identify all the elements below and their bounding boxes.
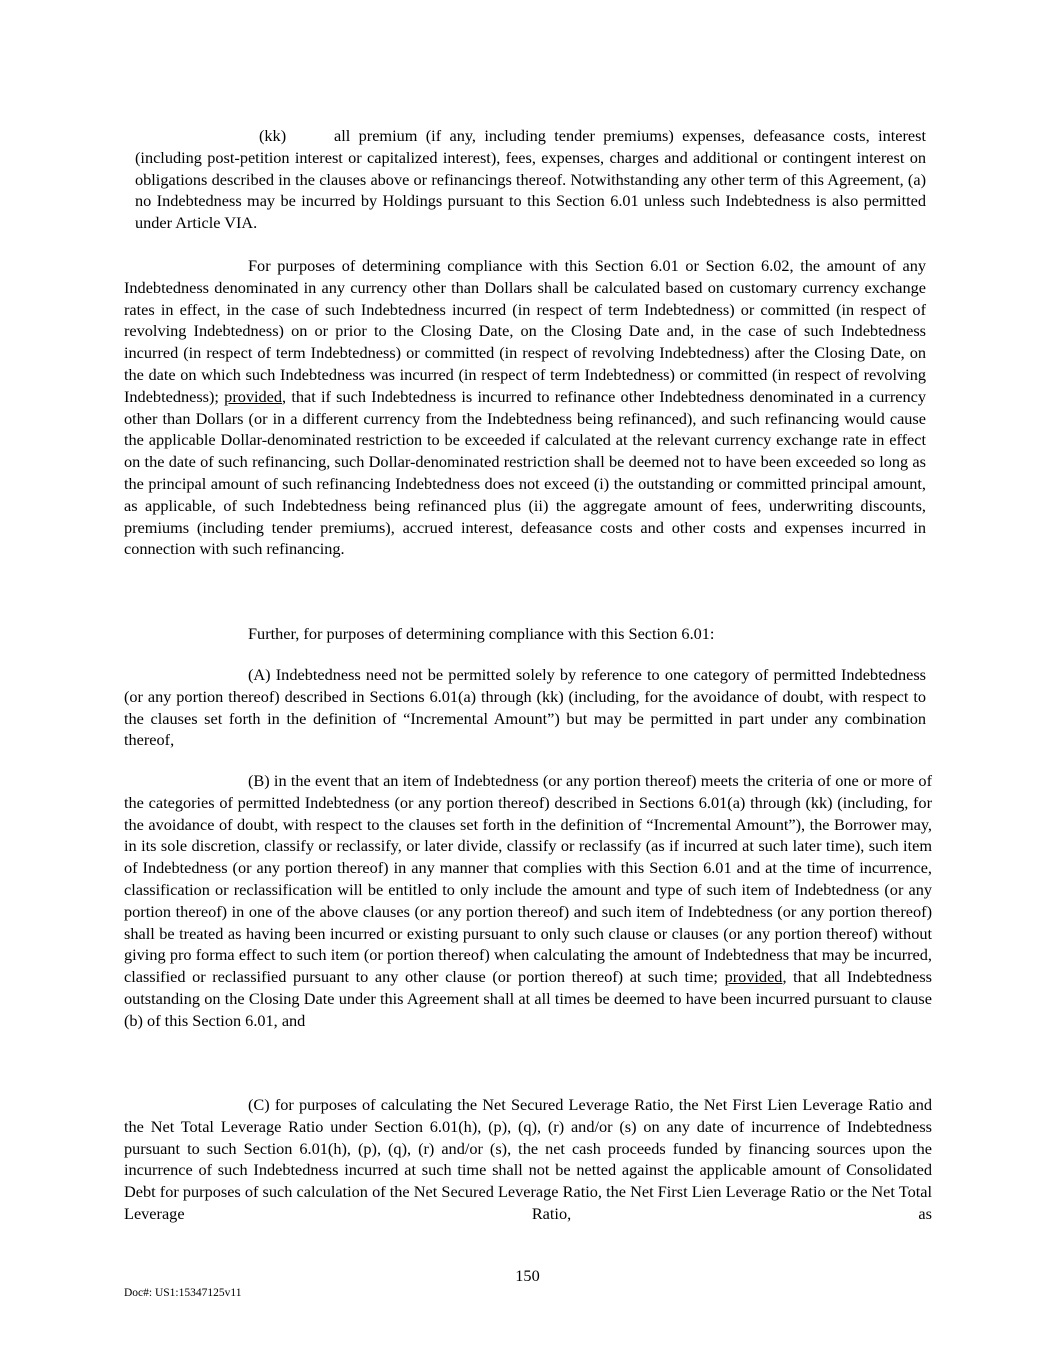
paragraph-currency-text-2: , that if such Indebtedness is incurred to refinance other Indebtedness denominated in a currency other than Dollars (or in a different currency from the Indebtedness being refinanced), and such refinancing would cause the applicable Dollar-denominated restriction to be exceeded if calculated at the relevant currency exchange rate in effect on the date of such refinancing, such Dollar-denominated restriction shall be deemed not to have been exceeded so long as the principal amount of such refinancing Indebtedness does not exceed (i) the outstanding or committed principal amount, as applicable, of such Indebtedness being refinanced plus (ii) the aggregate amount of fees, underwriting discounts, premiums (including tender premiums), accrued interest, defeasance costs and other costs and expenses incurred in connection with such refinancing.: [124, 386, 927, 559]
provided-term: provided: [224, 386, 283, 406]
paragraph-a-text: (A) Indebtedness need not be permitted solely by reference to one category of permitted Indebtedness (or any portion thereof) described in Sections 6.01(a) through (kk) (including, for the avoidance of doubt, with respect to the clauses set forth in the definition of “Incremental Amount”) but may be permitted in part under any combination thereof,: [124, 665, 926, 750]
paragraph-c: [124, 1094, 932, 1247]
paragraph-kk-text: all premium (if any, including tender premiums) expenses, defeasance costs, interest (including post-petition interest or capitalized interest), fees, expenses, charges and additional or contingent interest on obligations described in the clauses above or refinancings thereof. Notwithstanding any other term of this Agreement, (a) no Indebtedness may be incurred by Holdings pursuant to this Section 6.01 unless such Indebtedness is also permitted under Article VIA.: [135, 126, 926, 233]
paragraph-b: [124, 770, 932, 1032]
paragraph-kk: [135, 125, 926, 234]
paragraph-currency: [124, 255, 926, 560]
paragraph-a: [124, 664, 926, 751]
paragraph-b-text-2: , that all Indebtedness outstanding on the Closing Date under this Agreement shall at all times be deemed to have been incurred pursuant to clause (b) of this Section 6.01, and: [124, 967, 932, 1030]
paragraph-currency-text-1: For purposes of determining compliance with this Section 6.01 or Section 6.02, the amount of any Indebtedness denominated in any currency other than Dollars shall be calculated based on customary currency exchange rates in effect, in the case of such Indebtedness incurred (in respect of term Indebtedness) or committed (in respect of revolving Indebtedness) on or prior to the Closing Date, on the Closing Date and, in the case of such Indebtedness incurred (in respect of term Indebtedness) or committed (in respect of revolving Indebtedness) after the Closing Date, on the date on which such Indebtedness was incurred (in respect of term Indebtedness) or committed (in respect of revolving Indebtedness);: [124, 256, 926, 406]
page-number: 150: [515, 1266, 540, 1285]
paragraph-further: [124, 623, 926, 645]
clause-label-kk: (kk): [259, 126, 287, 145]
paragraph-c-text: (C) for purposes of calculating the Net Secured Leverage Ratio, the Net First Lien Leverage Ratio and the Net Total Leverage Ratio under Section 6.01(h), (p), (q), (r) and/or (s) on any date of incurrence of Indebtedness pursuant to such Section 6.01(h), (p), (q), (r) and/or (s), the net cash proceeds funded by financing sources upon the incurrence of such Indebtedness incurred at such time shall not be netted against the applicable amount of Consolidated Debt for purposes of such calculation of the Net Secured Leverage Ratio, the Net First Lien Leverage Ratio or the Net Total Leverage Ratio, as: [124, 1095, 932, 1223]
provided-term: provided: [724, 967, 783, 987]
document-id: Doc#: US1:15347125v11: [124, 1287, 242, 1299]
paragraph-further-text: Further, for purposes of determining compliance with this Section 6.01:: [248, 624, 715, 643]
paragraph-b-text-1: (B) in the event that an item of Indebtedness (or any portion thereof) meets the criteria of one or more of the categories of permitted Indebtedness (or any portion thereof) described in Sections 6.01(a) through (kk) (including, for the avoidance of doubt, with respect to the clauses set forth in the definition of “Incremental Amount”), the Borrower may, in its sole discretion, classify or reclassify, or later divide, classify or reclassify (as if incurred at such later time), such item of Indebtedness (or any portion thereof) in any manner that complies with this Section 6.01 and at the time of incurrence, classification or reclassification will be entitled to only include the amount and type of such item of Indebtedness (or any portion thereof) in one of the above clauses (or any portion thereof) and such item of Indebtedness (or any portion thereof) shall be treated as having been incurred or existing pursuant to only such clause or clauses (or any portion thereof) without giving pro forma effect to such item (or portion thereof) when calculating the amount of Indebtedness that may be incurred, classified or reclassified pursuant to any other clause (or portion thereof) at such time;: [124, 771, 932, 987]
